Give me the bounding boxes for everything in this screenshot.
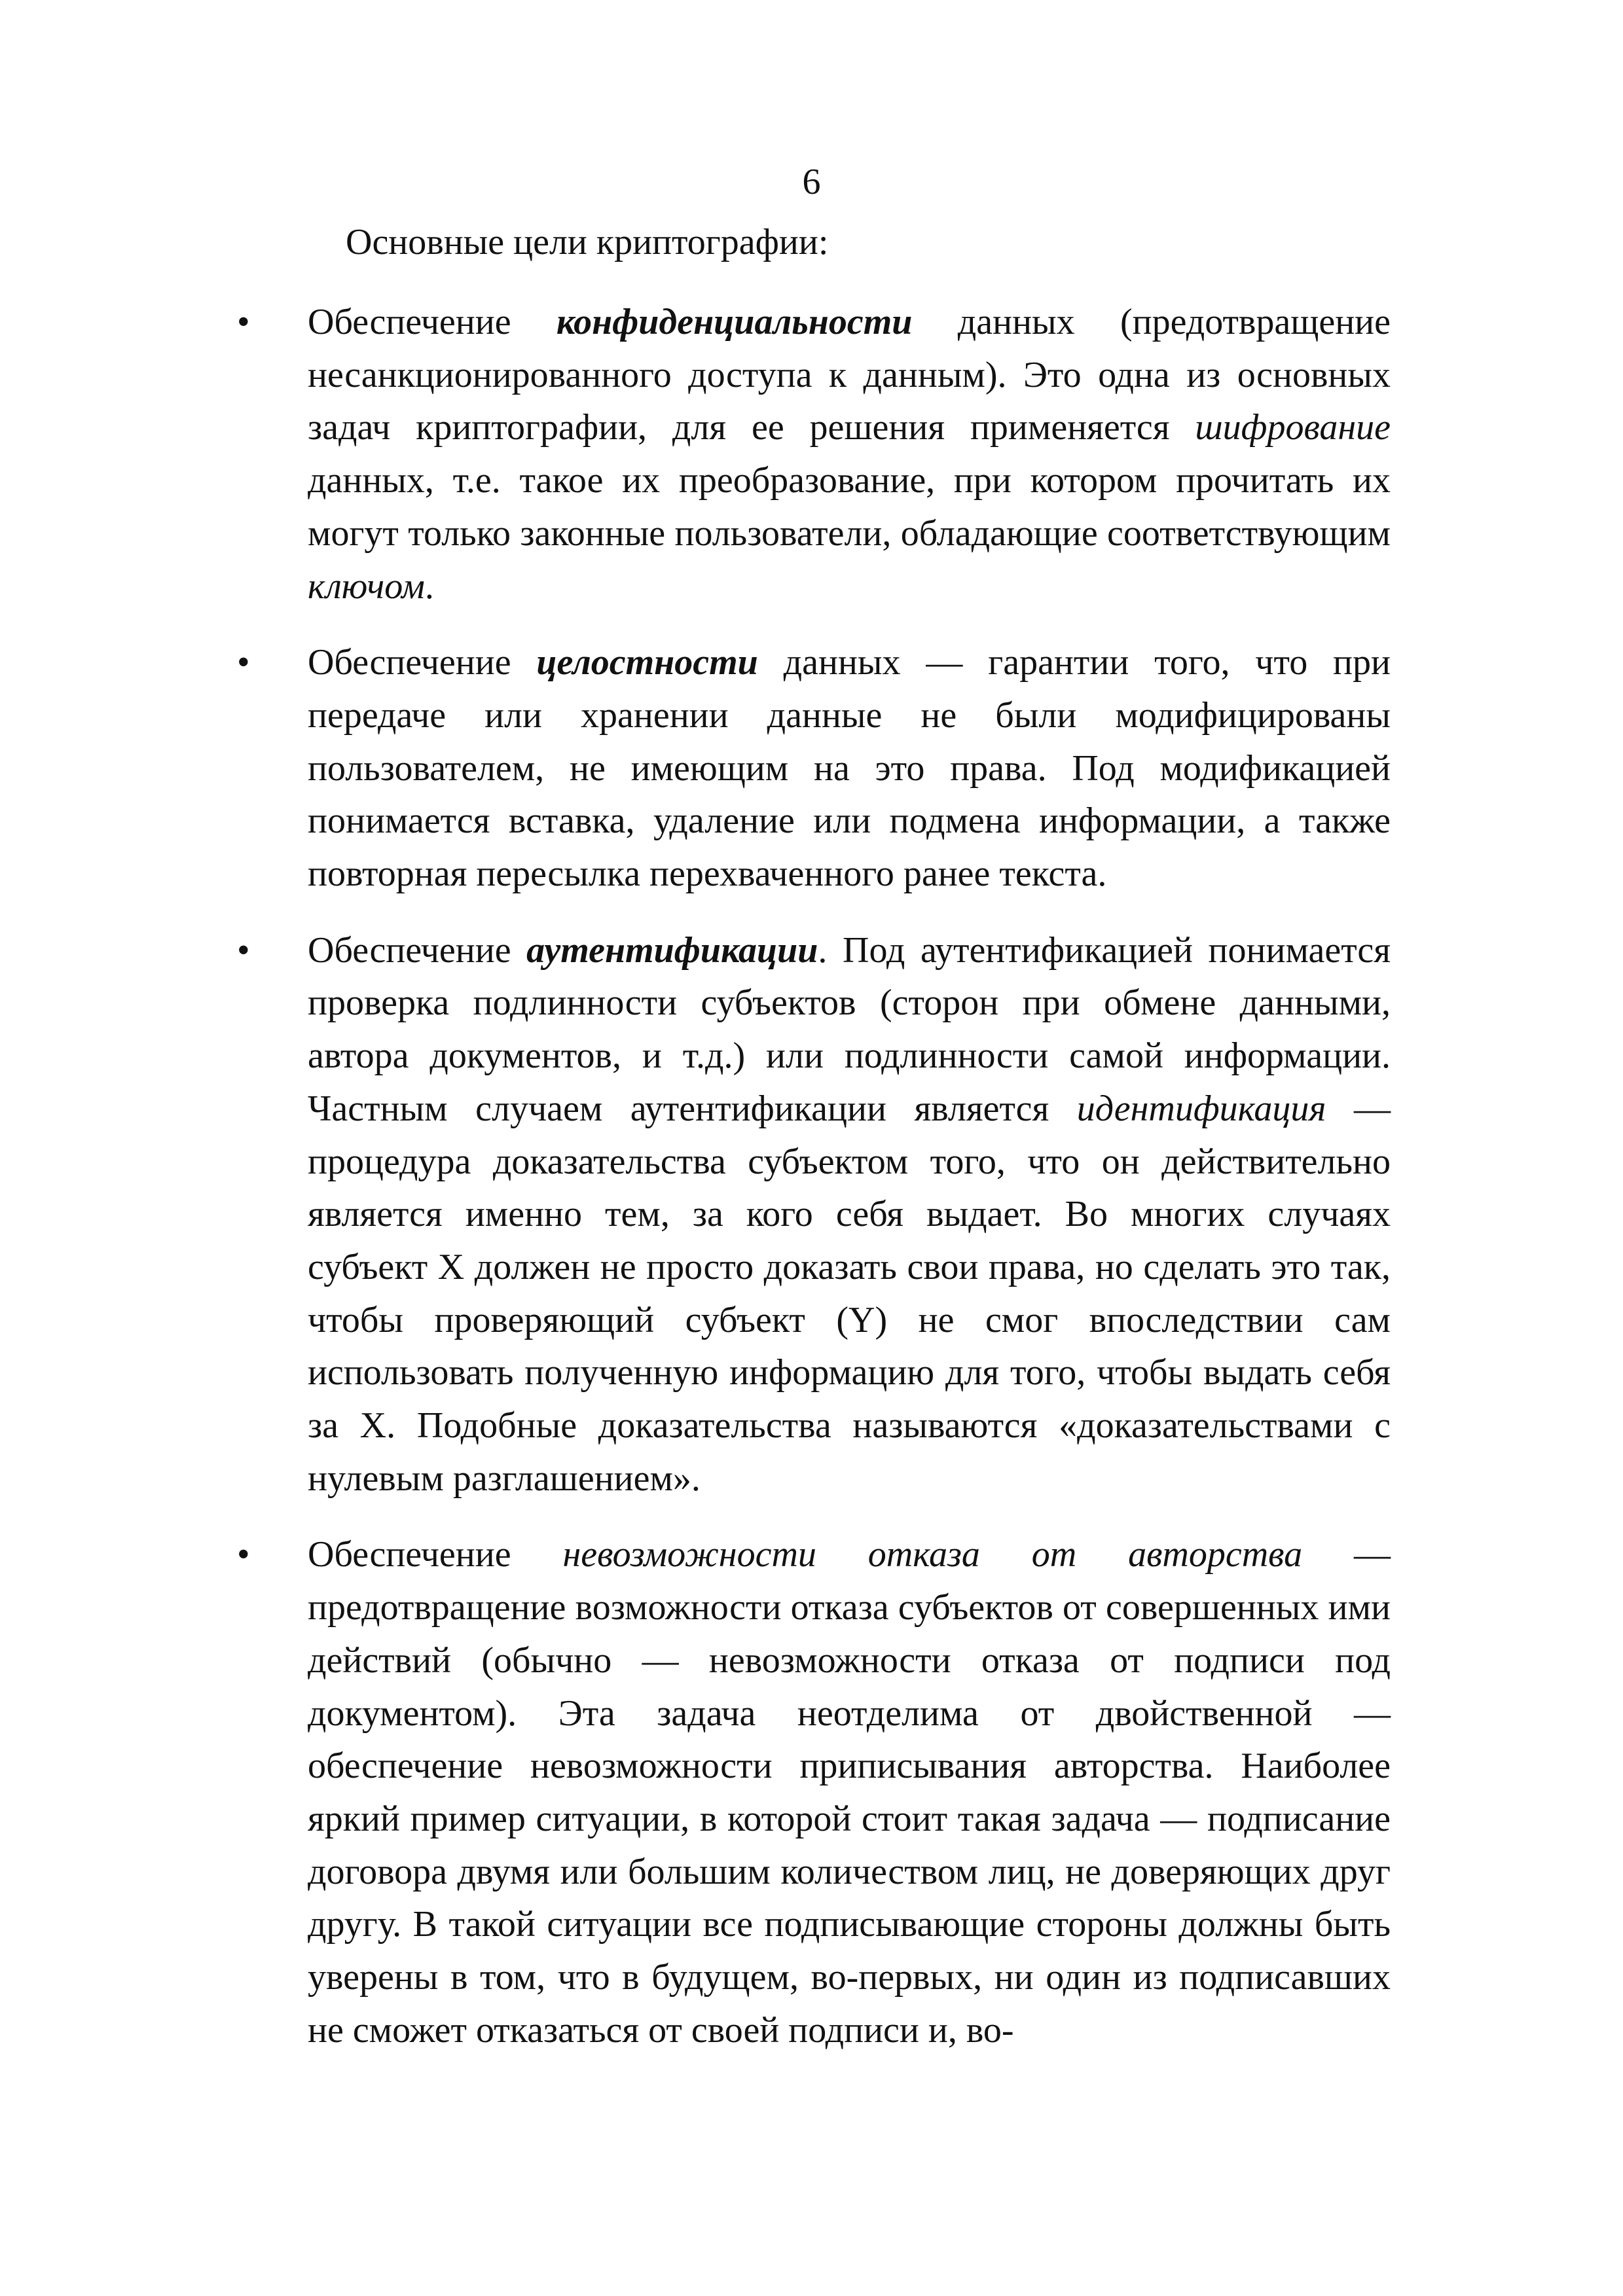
- term-authentication: аутентификации: [526, 929, 818, 971]
- bullet-icon: •: [237, 642, 250, 683]
- item-text: Обеспечение целостности данных — гарантии того, что при передаче или хранении данные не были модифицированы пользователем, не имеющим на это права. Под модификацией понимается вставка, удаление или подмена информации, а также повторная пересылка перехваченного ранее текста.: [308, 642, 1391, 895]
- item-text: Обеспечение невозможности отказа от авторства — предотвращение возможности отказа субъектов от совершенных ими действий (обычно — невозможности отказа от подписи под документом). Эта задача неотделима от двойственной — обеспечение невозможности приписывания авторства. Наиболее яркий пример ситуации, в которой стоит такая задача — подписание договора двумя или большим количеством лиц, не доверяющих друг другу. В такой ситуации все подписывающие стороны должны быть уверены в том, что в будущем, во-первых, ни один из подписавших не сможет отказаться от своей подписи и, во-: [308, 1534, 1391, 2051]
- list-item-non-repudiation: [237, 1528, 1391, 2056]
- intro-heading: Основные цели криптографии:: [346, 222, 829, 262]
- page-number: 6: [802, 162, 821, 202]
- term-integrity: целостности: [536, 642, 758, 683]
- term-encryption: шифрование: [1195, 407, 1391, 448]
- list-item-authentication: [237, 924, 1391, 1505]
- term-identification: идентификация: [1076, 1088, 1326, 1129]
- term-non-repudiation: невозможности отказа от авторства: [562, 1534, 1303, 1575]
- item-text: Обеспечение конфиденциальности данных (предотвращение несанкционированного доступа к данным). Это одна из основных задач криптографии, для ее решения применяется шифрование данных, т.е. такое их преобразование, при котором прочитать их могут только законные пользователи, обладающие соответствующим ключом.: [308, 302, 1391, 607]
- term-key: ключом: [308, 565, 425, 607]
- bullet-icon: •: [237, 929, 250, 971]
- item-text: Обеспечение аутентификации. Под аутентификацией понимается проверка подлинности субъектов (сторон при обмене данными, автора документов, и т.д.) или подлинности самой информации. Частным случаем аутентификации является идентификация — процедура доказательства субъектом того, что он действительно является именно тем, за кого себя выдает. Во многих случаях субъект X должен не просто доказать свои права, но сделать это так, чтобы проверяющий субъект (Y) не смог впоследствии сам использовать полученную информацию для того, чтобы выдать себя за X. Подобные доказательства называются «доказательствами с нулевым разглашением».: [308, 929, 1391, 1499]
- bullet-icon: •: [237, 302, 250, 342]
- term-confidentiality: конфиденциальности: [556, 302, 913, 342]
- list-item-confidentiality: [237, 296, 1391, 613]
- list-item-integrity: [237, 636, 1391, 901]
- bullet-icon: •: [237, 1534, 250, 1575]
- bullet-list: [237, 296, 1391, 2081]
